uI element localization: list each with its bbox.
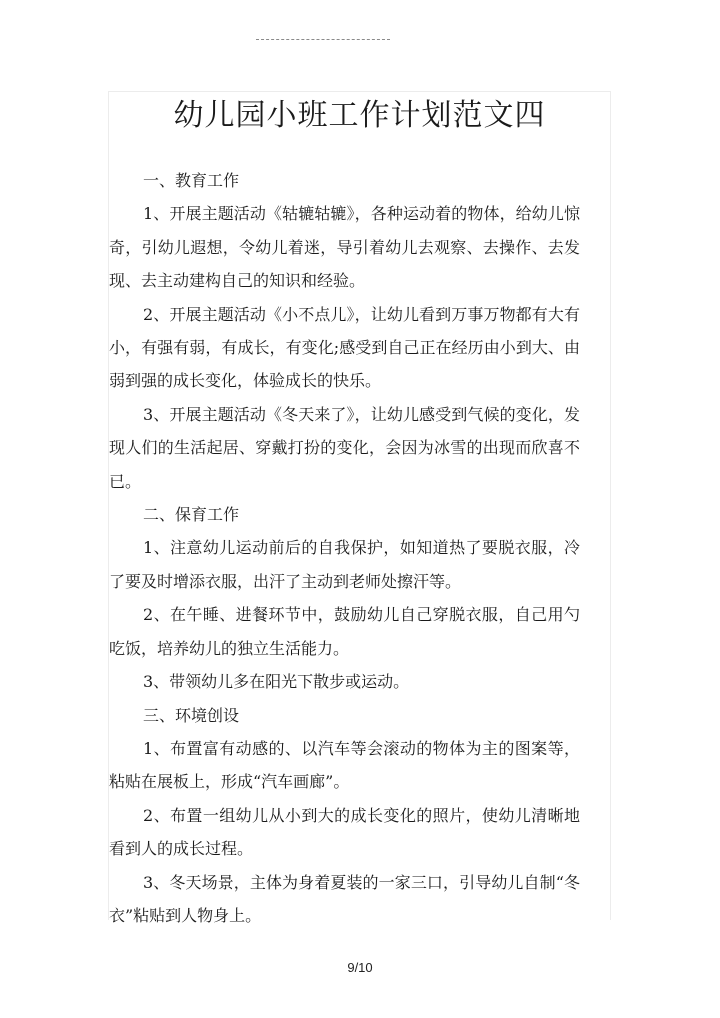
paragraph-care-1: 1、注意幼儿运动前后的自我保护，如知道热了要脱衣服，冷了要及时增添衣服，出汗了主动到老师处擦汗等。: [109, 538, 580, 591]
paragraph-education-1: 1、开展主题活动《轱辘轱辘》，各种运动着的物体，给幼儿惊奇，引幼儿遐想，令幼儿着迷，导引着幼儿去观察、去操作、去发现、去主动建构自己的知识和经验。: [109, 204, 580, 291]
paragraph-environment-3: 3、冬天场景，主体为身着夏装的一家三口，引导幼儿自制“冬衣”粘贴到人物身上。: [109, 872, 580, 925]
section-heading-care: 二、保育工作: [143, 505, 240, 525]
paragraph-care-2: 2、在午睡、进餐环节中，鼓励幼儿自己穿脱衣服，自己用勺吃饭，培养幼儿的独立生活能力。: [109, 605, 580, 658]
section-heading-education: 一、教育工作: [143, 171, 240, 190]
paragraph-environment-1: 1、布置富有动感的、以汽车等会滚动的物体为主的图案等，粘贴在展板上，形成“汽车画廊”。: [109, 738, 580, 792]
paragraph-care-3: 3、带领幼儿多在阳光下散步或运动。: [143, 672, 410, 692]
document-title: 幼儿园小班工作计划范文四: [173, 98, 546, 133]
document-body: [109, 164, 580, 932]
paragraph-environment-2: 2、布置一组幼儿从小到大的成长变化的照片，使幼儿清晰地看到人的成长过程。: [109, 805, 580, 859]
header-rule: [256, 39, 390, 40]
paragraph-education-2: 2、开展主题活动《小不点儿》，让幼儿看到万事万物都有大有小，有强有弱，有成长，有变化;感受到自己正在经历由小到大、由弱到强的成长变化，体验成长的快乐。: [109, 304, 580, 391]
section-heading-environment: 三、环境创设: [143, 705, 240, 725]
page-number: 9/10: [347, 960, 373, 975]
paragraph-education-3: 3、开展主题活动《冬天来了》，让幼儿感受到气候的变化，发现人们的生活起居、穿戴打扮的变化，会因为冰雪的出现而欣喜不已。: [109, 404, 580, 491]
